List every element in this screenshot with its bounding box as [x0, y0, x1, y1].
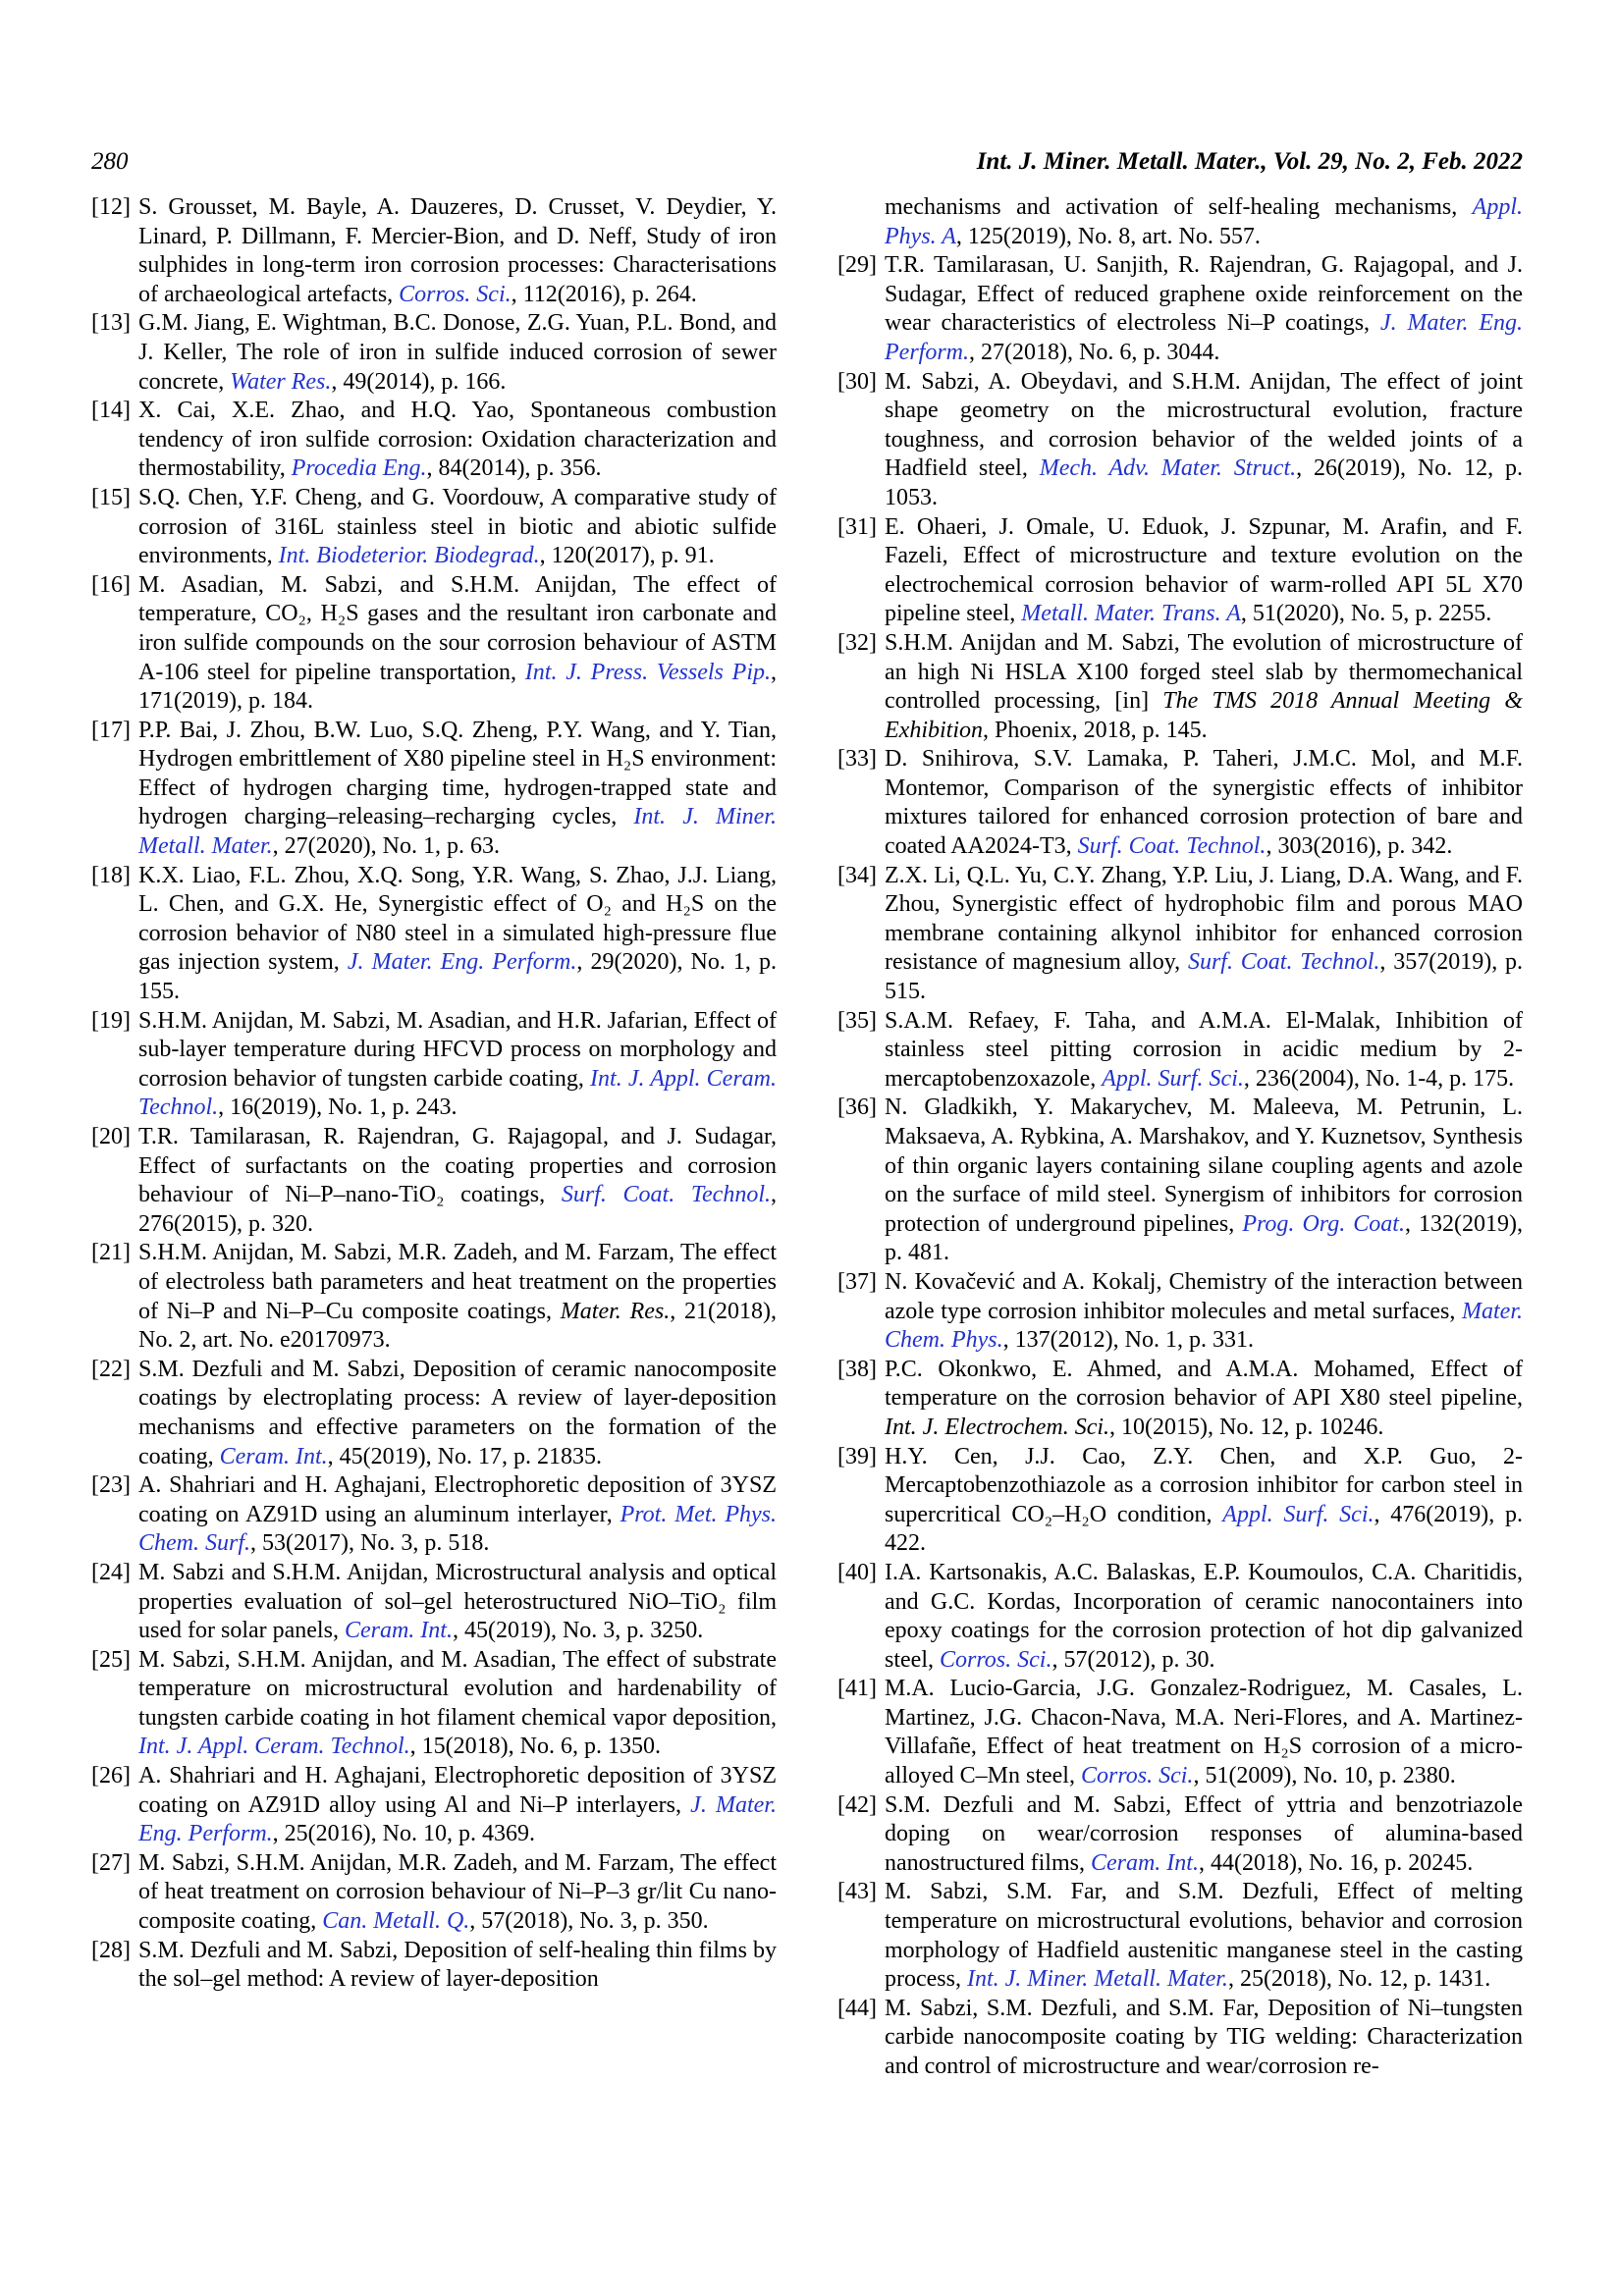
reference-text: S.Q. Chen, Y.F. Cheng, and G. Voordouw, A comparative study of corrosion of 316L stainless steel in biotic and abiotic sulfide environments,: [138, 484, 777, 569]
reference-number: [36]: [837, 1095, 877, 1121]
page-number: 280: [91, 148, 129, 175]
journal-link[interactable]: Int. Biodeterior. Biodegrad.: [278, 543, 540, 569]
reference-text: , 25(2018), No. 12, p. 1431.: [1227, 1966, 1491, 1993]
reference-text: D. Snihirova, S.V. Lamaka, P. Taheri, J.M.C. Mol, and M.F. Montemor, Comparison of the synergistic effects of inhibitor mixtures tailored for enhanced corrosion protection of bare and coated AA2024-T3,: [885, 746, 1523, 860]
page-header: [91, 147, 1523, 177]
journal-link[interactable]: Ceram. Int.: [219, 1443, 328, 1469]
reference-36: [837, 1094, 1523, 1268]
reference-text: , 26(2019), No. 12, p. 1053.: [885, 455, 1523, 510]
reference-text: M. Asadian, M. Sabzi, and S.H.M. Anijdan, The effect of temperature, CO₂, H₂S gases and the resultant iron carbonate and iron sulfide compounds on the sour corrosion behaviour of ASTM A-106 steel for pipeline transportation,: [138, 571, 777, 685]
italic-title: Mater. Res.: [560, 1298, 671, 1324]
reference-text: N. Kovačević and A. Kokalj, Chemistry of the interaction between azole type corrosion inhibitor molecules and metal surfaces,: [885, 1268, 1523, 1324]
reference-text: , 236(2004), No. 1-4, p. 175.: [1243, 1065, 1515, 1092]
reference-32: [837, 629, 1523, 745]
reference-text: M. Sabzi, S.M. Far, and S.M. Dezfuli, Effect of melting temperature on microstructural evolutions, behavior and corrosion morphology of Hadfield austenitic manganese steel in the casting process,: [885, 1879, 1523, 1993]
reference-30: [837, 368, 1523, 513]
journal-link[interactable]: Prot. Met. Phys. Chem. Surf.: [138, 1501, 778, 1557]
reference-text: M. Sabzi, S.H.M. Anijdan, and M. Asadian, The effect of substrate temperature on microstructural evolution and hardenability of tungsten carbide coating in hot filament chemical vapor deposition,: [138, 1646, 777, 1731]
reference-text: K.X. Liao, F.L. Zhou, X.Q. Song, Y.R. Wang, S. Zhao, J.J. Liang, L. Chen, and G.X. He, Synergistic effect of O₂ and H₂S on the corrosion behavior of N80 steel in a simulated high-pressure flue gas injection system,: [138, 862, 777, 976]
reference-number: [20]: [91, 1124, 131, 1149]
reference-38: [837, 1356, 1523, 1443]
reference-text: , 53(2017), No. 3, p. 518.: [250, 1530, 490, 1557]
reference-number: [31]: [837, 513, 877, 540]
journal-link[interactable]: Appl. Surf. Sci.: [1222, 1501, 1374, 1527]
reference-text: T.R. Tamilarasan, R. Rajendran, G. Rajagopal, and J. Sudagar, Effect of surfactants on the coating properties and corrosion behaviour of Ni–P–nano-TiO₂ coatings,: [138, 1124, 777, 1208]
reference-text: , 27(2018), No. 6, p. 3044.: [969, 339, 1220, 365]
reference-40: [837, 1559, 1523, 1675]
reference-number: [25]: [91, 1646, 131, 1673]
reference-16: [91, 571, 777, 717]
reference-number: [17]: [91, 717, 131, 743]
reference-22: [91, 1356, 777, 1471]
reference-number: [42]: [837, 1791, 877, 1818]
reference-text: , 57(2012), p. 30.: [1051, 1646, 1215, 1673]
reference-18: [91, 862, 777, 1007]
reference-text: , 15(2018), No. 6, p. 1350.: [409, 1734, 661, 1760]
reference-number: [27]: [91, 1849, 131, 1876]
reference-text: S.M. Dezfuli and M. Sabzi, Deposition of self-healing thin films by the sol–gel method: A review of layer-deposition: [138, 1937, 777, 1993]
journal-link[interactable]: Surf. Coat. Technol.: [1077, 833, 1267, 860]
reference-text: I.A. Kartsonakis, A.C. Balaskas, E.P. Koumoulos, C.A. Charitidis, and G.C. Kordas, Incorporation of ceramic nanocontainers into epoxy coatings for the corrosion protection of hot dip galvanized steel,: [885, 1559, 1523, 1673]
reference-continuation: [837, 193, 1523, 251]
reference-text: , 25(2016), No. 10, p. 4369.: [272, 1821, 535, 1847]
reference-text: , 45(2019), No. 17, p. 21835.: [327, 1443, 602, 1469]
reference-text: X. Cai, X.E. Zhao, and H.Q. Yao, Spontaneous combustion tendency of iron sulfide corrosion: Oxidation characterization and thermostability,: [138, 398, 777, 482]
journal-link[interactable]: Int. J. Miner. Metall. Mater.: [138, 804, 777, 860]
reference-number: [23]: [91, 1472, 131, 1499]
reference-15: [91, 484, 777, 571]
reference-text: A. Shahriari and H. Aghajani, Electrophoretic deposition of 3YSZ coating on AZ91D alloy using Al and Ni–P interlayers,: [138, 1763, 777, 1818]
journal-link[interactable]: Int. J. Appl. Ceram. Technol.: [138, 1734, 410, 1760]
reference-17: [91, 717, 777, 862]
reference-number: [41]: [837, 1676, 877, 1702]
journal-link[interactable]: Surf. Coat. Technol.: [561, 1182, 771, 1208]
journal-link[interactable]: Appl. Phys. A: [885, 194, 1523, 249]
reference-text: S.M. Dezfuli and M. Sabzi, Effect of yttria and benzotriazole doping on wear/corrosion responses of alumina-based nanostructured films,: [885, 1791, 1523, 1876]
reference-number: [44]: [837, 1995, 877, 2021]
reference-text: S.H.M. Anijdan, M. Sabzi, M.R. Zadeh, and M. Farzam, The effect of electroless bath parameters and heat treatment on the properties of Ni–P and Ni–P–Cu composite coatings,: [138, 1240, 777, 1324]
reference-number: [33]: [837, 746, 877, 773]
journal-link[interactable]: Int. J. Appl. Ceram. Technol.: [138, 1065, 777, 1121]
reference-number: [22]: [91, 1356, 131, 1382]
reference-text: M. Sabzi, A. Obeydavi, and S.H.M. Anijdan, The effect of joint shape geometry on the microstructural evolution, fracture toughness, and corrosion behavior of the welded joints of a Hadfield steel,: [885, 368, 1523, 482]
reference-43: [837, 1878, 1523, 1994]
reference-text: , 57(2018), No. 3, p. 350.: [469, 1908, 709, 1935]
reference-text: , 112(2016), p. 264.: [511, 281, 697, 307]
reference-text: , 51(2009), No. 10, p. 2380.: [1193, 1763, 1456, 1789]
reference-text: , 16(2019), No. 1, p. 243.: [218, 1095, 458, 1121]
journal-link[interactable]: Metall. Mater. Trans. A: [1021, 601, 1241, 627]
reference-35: [837, 1007, 1523, 1095]
reference-text: , 44(2018), No. 16, p. 20245.: [1198, 1849, 1474, 1876]
reference-text: M.A. Lucio-Garcia, J.G. Gonzalez-Rodriguez, M. Casales, L. Martinez, J.G. Chacon-Nava, M.A. Neri-Flores, and A. Martinez-Villafañe, Effect of heat treatment on H₂S corrosion of a micro-alloyed C–Mn steel,: [885, 1676, 1523, 1789]
reference-text: M. Sabzi, S.H.M. Anijdan, M.R. Zadeh, and M. Farzam, The effect of heat treatment on corrosion behaviour of Ni–P–3 gr/lit Cu nano-composite coating,: [138, 1849, 777, 1935]
journal-link[interactable]: Can. Metall. Q.: [322, 1908, 470, 1935]
reference-31: [837, 513, 1523, 629]
reference-number: [16]: [91, 571, 131, 598]
reference-number: [43]: [837, 1879, 877, 1905]
reference-12: [91, 193, 777, 309]
journal-link[interactable]: Mater. Chem. Phys.: [885, 1298, 1523, 1354]
journal-link[interactable]: Mech. Adv. Mater. Struct.: [1039, 455, 1297, 482]
reference-20: [91, 1123, 777, 1239]
reference-text: M. Sabzi, S.M. Dezfuli, and S.M. Far, Deposition of Ni–tungsten carbide nanocomposite coating by TIG welding: Characterization and control of microstructure and wear/corrosion re-: [885, 1995, 1523, 2079]
italic-title: The TMS 2018 Annual Meeting & Exhibition: [885, 688, 1523, 743]
reference-41: [837, 1675, 1523, 1790]
reference-number: [34]: [837, 862, 877, 888]
journal-link[interactable]: Int. J. Miner. Metall. Mater.: [966, 1966, 1228, 1993]
reference-text: , 10(2015), No. 12, p. 10246.: [1109, 1414, 1384, 1440]
references-column-1: [91, 193, 777, 2082]
journal-link[interactable]: J. Mater. Eng. Perform.: [347, 949, 577, 976]
reference-text: , 84(2014), p. 356.: [426, 455, 602, 482]
reference-number: [18]: [91, 862, 131, 888]
reference-37: [837, 1268, 1523, 1356]
references-list: [91, 193, 1523, 2082]
reference-text: S.A.M. Refaey, F. Taha, and A.M.A. El-Malak, Inhibition of stainless steel pitting corrosion in acidic medium by 2-mercaptobenzoxazole,: [885, 1007, 1523, 1092]
reference-text: G.M. Jiang, E. Wightman, B.C. Donose, Z.G. Yuan, P.L. Bond, and J. Keller, The role of iron in sulfide induced corrosion of sewer concrete,: [138, 310, 777, 395]
journal-link[interactable]: Corros. Sci.: [1080, 1763, 1194, 1789]
reference-text: S.H.M. Anijdan and M. Sabzi, The evolution of microstructure of an high Ni HSLA X100 forged steel slab by thermomechanical controlled processing, [in]: [885, 629, 1523, 715]
reference-number: [28]: [91, 1937, 131, 1963]
reference-text: , 303(2016), p. 342.: [1266, 833, 1453, 860]
reference-text: H.Y. Cen, J.J. Cao, Z.Y. Chen, and X.P. Guo, 2-Mercaptobenzothiazole as a corrosion inhibitor for carbon steel in supercritical CO₂–H₂O condition,: [885, 1443, 1523, 1527]
reference-text: S.M. Dezfuli and M. Sabzi, Deposition of ceramic nanocomposite coatings by electroplating process: A review of layer-deposition mechanisms and effective parameters on the formation of the coating,: [138, 1356, 777, 1469]
reference-text: , 21(2018), No. 2, art. No. e20170973.: [138, 1298, 778, 1354]
reference-25: [91, 1646, 777, 1762]
reference-text: mechanisms and activation of self-healing mechanisms,: [885, 194, 1473, 220]
reference-text: P.P. Bai, J. Zhou, B.W. Luo, S.Q. Zheng, P.Y. Wang, and Y. Tian, Hydrogen embrittlement of X80 pipeline steel in H₂S environment: Effect of hydrogen charging time, hydrogen-trapped state and hydrogen charging–releasing–recharging cycles,: [138, 717, 777, 830]
journal-link[interactable]: Corros. Sci.: [939, 1646, 1052, 1673]
reference-text: , 120(2017), p. 91.: [539, 543, 715, 569]
reference-text: N. Gladkikh, Y. Makarychev, M. Maleeva, M. Petrunin, L. Maksaeva, A. Rybkina, A. Marshakov, and Y. Kuznetsov, Synthesis of thin organic layers containing silane coupling agents and azole on the surface of mild steel. Synergism of inhibitors for corrosion protection of underground pipelines,: [885, 1095, 1523, 1237]
reference-number: [26]: [91, 1763, 131, 1789]
reference-number: [24]: [91, 1559, 131, 1585]
reference-text: , 29(2020), No. 1, p. 155.: [138, 949, 778, 1005]
journal-link[interactable]: Surf. Coat. Technol.: [1187, 949, 1380, 976]
journal-link[interactable]: Prog. Org. Coat.: [1242, 1210, 1405, 1237]
reference-28: [91, 1937, 777, 1995]
reference-number: [35]: [837, 1007, 877, 1034]
journal-link[interactable]: Water Res.: [230, 368, 332, 395]
journal-link[interactable]: Ceram. Int.: [344, 1618, 453, 1644]
reference-39: [837, 1443, 1523, 1559]
reference-26: [91, 1762, 777, 1849]
reference-text: , 125(2019), No. 8, art. No. 557.: [955, 223, 1261, 249]
reference-text: M. Sabzi and S.H.M. Anijdan, Microstructural analysis and optical properties evaluation of sol–gel heterostructured NiO–TiO₂ film used for solar panels,: [138, 1559, 777, 1644]
reference-text: , 171(2019), p. 184.: [138, 659, 777, 715]
reference-text: , 51(2020), No. 5, p. 2255.: [1240, 601, 1492, 627]
journal-link[interactable]: J. Mater. Eng. Perform.: [885, 310, 1523, 365]
reference-19: [91, 1007, 777, 1123]
reference-34: [837, 862, 1523, 1007]
reference-number: [37]: [837, 1268, 877, 1295]
reference-21: [91, 1239, 777, 1355]
reference-33: [837, 745, 1523, 861]
reference-24: [91, 1559, 777, 1646]
reference-text: , 137(2012), No. 1, p. 331.: [1002, 1327, 1254, 1354]
reference-text: , 476(2019), p. 422.: [885, 1501, 1523, 1557]
reference-number: [21]: [91, 1240, 131, 1266]
reference-text: A. Shahriari and H. Aghajani, Electrophoretic deposition of 3YSZ coating on AZ91D using an aluminum interlayer,: [138, 1472, 777, 1527]
reference-27: [91, 1849, 777, 1937]
journal-link[interactable]: Int. J. Press. Vessels Pip.: [524, 659, 771, 685]
reference-13: [91, 309, 777, 397]
reference-text: , 357(2019), p. 515.: [885, 949, 1524, 1005]
reference-number: [14]: [91, 398, 131, 424]
journal-link[interactable]: Appl. Surf. Sci.: [1102, 1065, 1244, 1092]
reference-number: [32]: [837, 629, 877, 656]
reference-14: [91, 397, 777, 484]
reference-text: , 132(2019), p. 481.: [885, 1210, 1523, 1266]
journal-link[interactable]: Ceram. Int.: [1090, 1849, 1199, 1876]
reference-number: [13]: [91, 310, 131, 337]
italic-title: Int. J. Electrochem. Sci.: [885, 1414, 1110, 1440]
reference-text: , Phoenix, 2018, p. 145.: [982, 717, 1208, 743]
reference-number: [15]: [91, 484, 131, 510]
journal-header: Int. J. Miner. Metall. Mater., Vol. 29, No. 2, Feb. 2022: [976, 148, 1523, 175]
journal-link[interactable]: J. Mater. Eng. Perform.: [138, 1791, 777, 1847]
reference-text: E. Ohaeri, J. Omale, U. Eduok, J. Szpunar, M. Arafin, and F. Fazeli, Effect of microstructure and texture evolution on the electrochemical corrosion behavior of warm-rolled API 5L X70 pipeline steel,: [885, 513, 1523, 627]
reference-number: [40]: [837, 1559, 877, 1585]
reference-44: [837, 1995, 1523, 2082]
reference-text: , 49(2014), p. 166.: [331, 368, 507, 395]
reference-29: [837, 251, 1523, 367]
reference-text: S.H.M. Anijdan, M. Sabzi, M. Asadian, and H.R. Jafarian, Effect of sub-layer temperature during HFCVD process on morphology and corrosion behavior of tungsten carbide coating,: [138, 1007, 777, 1092]
reference-text: , 276(2015), p. 320.: [138, 1182, 777, 1237]
reference-number: [38]: [837, 1356, 877, 1382]
reference-text: S. Grousset, M. Bayle, A. Dauzeres, D. Crusset, V. Deydier, Y. Linard, P. Dillmann, F. Mercier-Bion, and D. Neff, Study of iron sulphides in long-term iron corrosion processes: Characterisations of archaeological artefacts,: [138, 194, 777, 307]
journal-link[interactable]: Corros. Sci.: [399, 281, 512, 307]
reference-number: [19]: [91, 1007, 131, 1034]
reference-text: , 45(2019), No. 3, p. 3250.: [452, 1618, 704, 1644]
reference-number: [29]: [837, 252, 877, 279]
journal-link[interactable]: Procedia Eng.: [291, 455, 427, 482]
references-column-2: [837, 193, 1523, 2082]
reference-42: [837, 1791, 1523, 1879]
reference-text: P.C. Okonkwo, E. Ahmed, and A.M.A. Mohamed, Effect of temperature on the corrosion behavior of API X80 steel pipeline,: [885, 1356, 1523, 1412]
reference-number: [30]: [837, 368, 877, 395]
reference-text: T.R. Tamilarasan, U. Sanjith, R. Rajendran, G. Rajagopal, and J. Sudagar, Effect of reduced graphene oxide reinforcement on the wear characteristics of electroless Ni–P coatings,: [885, 252, 1523, 337]
reference-23: [91, 1471, 777, 1559]
reference-text: Z.X. Li, Q.L. Yu, C.Y. Zhang, Y.P. Liu, J. Liang, D.A. Wang, and F. Zhou, Synergistic effect of hydrophobic film and porous MAO membrane containing alkynol inhibitor for enhanced corrosion resistance of magnesium alloy,: [885, 862, 1523, 976]
reference-number: [12]: [91, 194, 131, 220]
reference-number: [39]: [837, 1443, 877, 1469]
reference-text: , 27(2020), No. 1, p. 63.: [272, 833, 500, 860]
